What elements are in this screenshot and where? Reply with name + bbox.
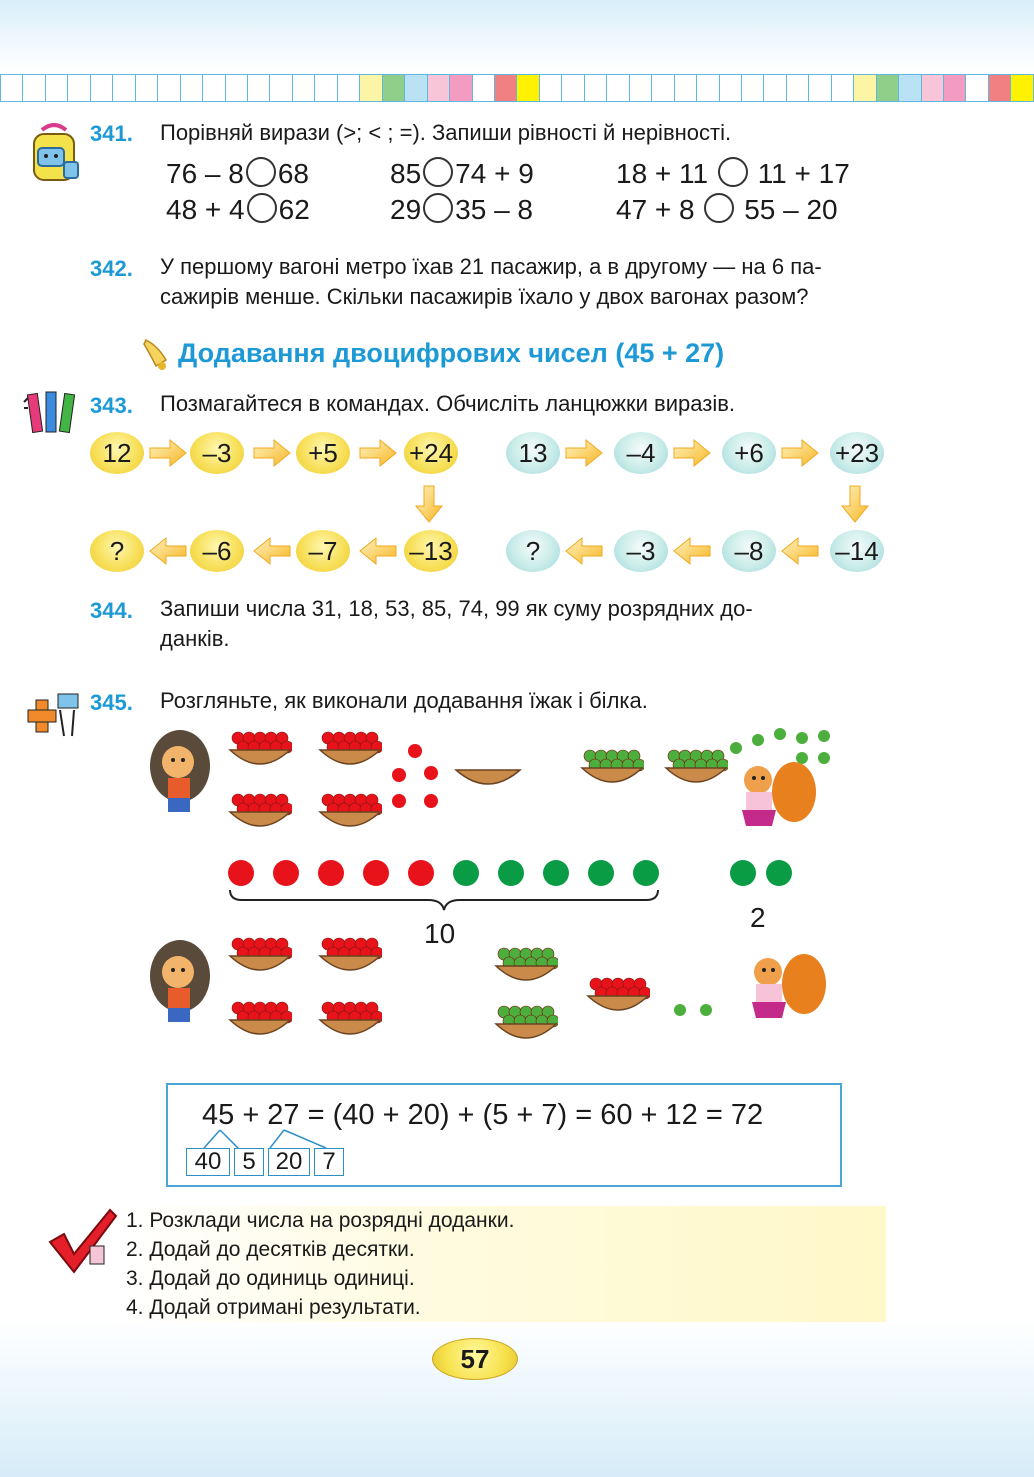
fruit-basket-icon [228, 934, 292, 982]
stripe-cell [495, 74, 517, 102]
task-number: 345. [90, 690, 133, 715]
red-dot [318, 860, 344, 886]
fruit-basket-icon [228, 998, 292, 1046]
chain-oval: 12 [90, 432, 144, 474]
chain-oval: +24 [404, 432, 458, 474]
arrow-left-icon [672, 536, 712, 566]
stripe-cell [428, 74, 450, 102]
fruit-basket-icon [664, 746, 728, 794]
mascot-icon [26, 686, 84, 747]
red-apple-icon [424, 766, 438, 780]
red-dot [363, 860, 389, 886]
comparison-expression: 18 + 11 11 + 17 [616, 158, 850, 189]
green-dot [498, 860, 524, 886]
fruit-basket-icon [318, 728, 382, 776]
arrow-left-icon [252, 536, 292, 566]
stripe-cell [181, 74, 203, 102]
stripe-cell [517, 74, 539, 102]
stripe-cell [922, 74, 944, 102]
squirrel-icon [732, 948, 832, 1028]
red-dot [273, 860, 299, 886]
stripe-cell [360, 74, 382, 102]
decorative-stripe [0, 74, 1034, 104]
task-text: Порівняй вирази (>; < ; =). Запиши рівності й нерівності. [160, 120, 732, 145]
stripe-cell [966, 74, 988, 102]
arrow-right-icon [564, 438, 604, 468]
stripe-cell [630, 74, 652, 102]
pencils-icon [22, 388, 84, 447]
green-dot [543, 860, 569, 886]
stripe-cell [877, 74, 899, 102]
fruit-basket-icon [494, 944, 558, 992]
stripe-cell [585, 74, 607, 102]
task-text: Позмагайтеся в командах. Обчисліть ланцюжки виразів. [160, 391, 736, 416]
page-number: 57 [432, 1338, 518, 1380]
chain-oval: –6 [190, 530, 244, 572]
brace-label: 10 [424, 918, 456, 949]
red-apple-icon [392, 794, 406, 808]
green-apple-icon [752, 734, 764, 746]
chain-oval: –7 [296, 530, 350, 572]
arrow-left-icon [780, 536, 820, 566]
stripe-cell [764, 74, 786, 102]
task-number: 343. [90, 393, 133, 418]
task-text-line: Запиши числа 31, 18, 53, 85, 74, 99 як суму розрядних до- [160, 596, 753, 621]
stripe-cell [562, 74, 584, 102]
rule-item: 1. Розклади числа на розрядні доданки. [126, 1209, 515, 1232]
chain-oval: ? [506, 530, 560, 572]
chain-oval: +5 [296, 432, 350, 474]
decomposition-box: 40 [186, 1148, 230, 1176]
comparison-expression: 48 + 4 62 [166, 194, 310, 225]
compare-circle[interactable] [247, 193, 277, 223]
stripe-cell [315, 74, 337, 102]
green-apple-icon [730, 742, 742, 754]
stripe-cell [46, 74, 68, 102]
stripe-cell [473, 74, 495, 102]
stripe-cell [607, 74, 629, 102]
brace [228, 888, 660, 919]
stripe-cell [787, 74, 809, 102]
arrow-right-icon [252, 438, 292, 468]
stripe-cell [899, 74, 921, 102]
red-apple-icon [392, 768, 406, 782]
checkmark-icon [44, 1206, 120, 1283]
green-dot-extra [766, 860, 792, 886]
stripe-cell [742, 74, 764, 102]
stripe-cell [675, 74, 697, 102]
fruit-basket-icon [318, 998, 382, 1046]
red-apple-icon [424, 794, 438, 808]
compare-circle[interactable] [423, 193, 453, 223]
fruit-basket-icon [318, 934, 382, 982]
fruit-basket-icon [228, 790, 292, 838]
fruit-basket-icon [318, 790, 382, 838]
stripe-cell [697, 74, 719, 102]
compare-circle[interactable] [246, 157, 276, 187]
fruit-basket-icon [580, 746, 644, 794]
decomposition-box: 5 [234, 1148, 264, 1176]
section-title: Додавання двоцифрових чисел (45 + 27) [178, 338, 725, 368]
decomposition-box: 20 [268, 1148, 310, 1176]
compare-circle[interactable] [423, 157, 453, 187]
rule-item: 3. Додай до одиниць одиниці. [126, 1267, 415, 1290]
comparison-expression: 76 – 8 68 [166, 158, 310, 189]
stripe-cell [338, 74, 360, 102]
squirrel-icon [722, 756, 822, 836]
task-number: 344. [90, 598, 133, 623]
stripe-cell [450, 74, 472, 102]
fruit-basket-icon [586, 974, 650, 1022]
red-dot [228, 860, 254, 886]
arrow-right-icon [672, 438, 712, 468]
stripe-cell [809, 74, 831, 102]
chain-oval: ? [90, 530, 144, 572]
stripe-cell [113, 74, 135, 102]
comparison-expression: 85 74 + 9 [390, 158, 534, 189]
stripe-cell [293, 74, 315, 102]
green-apple-icon [796, 732, 808, 744]
task-text-line: У першому вагоні метро їхав 21 пасажир, а в другому — на 6 па- [160, 254, 822, 279]
stripe-cell [989, 74, 1011, 102]
arrow-left-icon [564, 536, 604, 566]
green-apple-icon [818, 730, 830, 742]
chain-oval: –8 [722, 530, 776, 572]
stripe-cell [203, 74, 225, 102]
rule-item: 4. Додай отримані результати. [126, 1296, 421, 1319]
hedgehog-icon [148, 938, 218, 1028]
compare-circle[interactable] [704, 193, 734, 223]
green-dot [633, 860, 659, 886]
stripe-cell [944, 74, 966, 102]
green-apple-icon [674, 1004, 686, 1016]
stripe-cell [23, 74, 45, 102]
stripe-cell [832, 74, 854, 102]
stripe-cell [720, 74, 742, 102]
red-apple-icon [408, 744, 422, 758]
extra-label: 2 [750, 902, 766, 933]
arrow-right-icon [148, 438, 188, 468]
stripe-cell [383, 74, 405, 102]
task-text-line: сажирів менше. Скільки пасажирів їхало у двох вагонах разом? [160, 284, 809, 309]
arrow-left-icon [148, 536, 188, 566]
empty-basket-icon [454, 748, 522, 796]
green-dot [453, 860, 479, 886]
stripe-cell [68, 74, 90, 102]
chain-oval: 13 [506, 432, 560, 474]
stripe-cell [540, 74, 562, 102]
stripe-cell [652, 74, 674, 102]
fruit-basket-icon [228, 728, 292, 776]
decomposition-box: 7 [314, 1148, 344, 1176]
comparison-expression: 29 35 – 8 [390, 194, 534, 225]
stripe-cell [1011, 74, 1033, 102]
chain-oval: –3 [614, 530, 668, 572]
chain-oval: –13 [404, 530, 458, 572]
green-dot [588, 860, 614, 886]
stripe-cell [226, 74, 248, 102]
backpack-icon [24, 122, 84, 189]
chain-oval: –4 [614, 432, 668, 474]
formula: 45 + 27 = (40 + 20) + (5 + 7) = 60 + 12 = 72 [202, 1099, 764, 1131]
bell-icon [140, 336, 174, 377]
hedgehog-icon [148, 728, 218, 818]
arrow-down-icon [414, 484, 444, 524]
red-dot [408, 860, 434, 886]
task-number: 341. [90, 121, 133, 146]
stripe-cell [0, 74, 23, 102]
task-number: 342. [90, 256, 133, 281]
compare-circle[interactable] [718, 157, 748, 187]
chain-oval: +23 [830, 432, 884, 474]
stripe-cell [405, 74, 427, 102]
arrow-right-icon [358, 438, 398, 468]
arrow-down-icon [840, 484, 870, 524]
arrow-left-icon [358, 536, 398, 566]
stripe-cell [91, 74, 113, 102]
fruit-basket-icon [494, 1002, 558, 1050]
stripe-cell [158, 74, 180, 102]
stripe-cell [270, 74, 292, 102]
green-apple-icon [700, 1004, 712, 1016]
chain-oval: –3 [190, 432, 244, 474]
green-apple-icon [774, 728, 786, 740]
stripe-cell [854, 74, 876, 102]
arrow-right-icon [780, 438, 820, 468]
rule-item: 2. Додай до десятків десятки. [126, 1238, 415, 1261]
chain-oval: +6 [722, 432, 776, 474]
chain-oval: –14 [830, 530, 884, 572]
stripe-cell [248, 74, 270, 102]
green-dot-extra [730, 860, 756, 886]
task-text-line: данків. [160, 626, 230, 651]
comparison-expression: 47 + 8 55 – 20 [616, 194, 838, 225]
task-text: Розгляньте, як виконали додавання їжак і білка. [160, 688, 648, 713]
rules-panel [120, 1206, 886, 1322]
stripe-cell [136, 74, 158, 102]
